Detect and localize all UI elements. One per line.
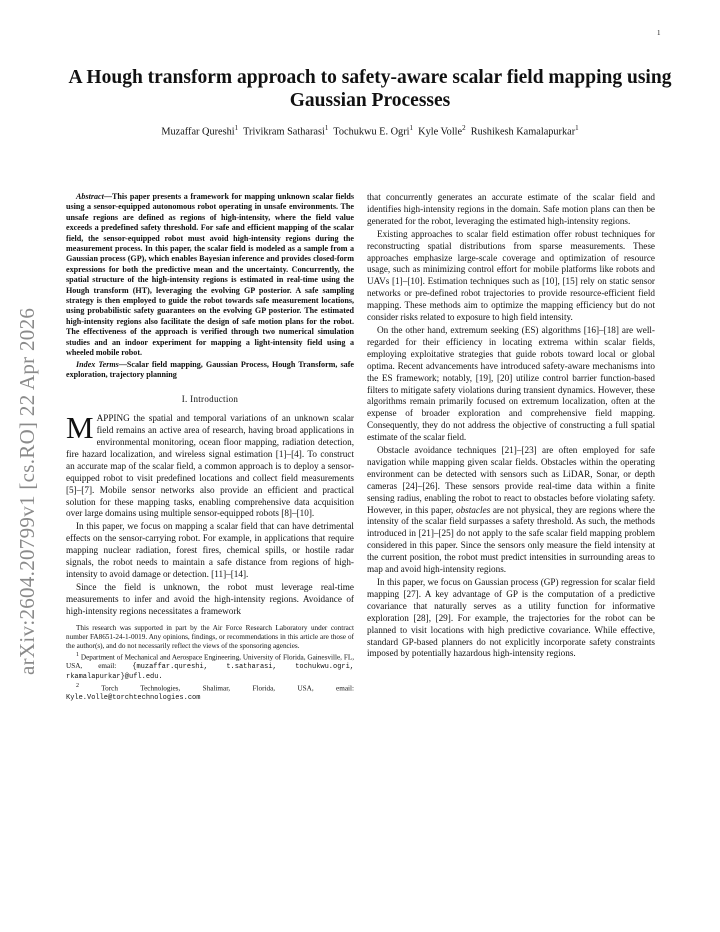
- body-paragraph: In this paper, we focus on Gaussian process (GP) regression for scalar field mapping [27]. A key advantage of GP is the computation of a predictive covariance that naturally serves as a utility function for informative exploration [28], [29]. For example, the trajectories for the robot can be planned to visit locations with high predictive covariance. While effective, standard GP-based planners do not explicitly incorporate safety constraints imposed by potentially hazardous high-intensity regions.: [367, 577, 655, 659]
- section-heading: I. Introduction: [181, 394, 239, 405]
- intro-lead-word: APPING: [96, 413, 130, 424]
- index-terms-text: —Scalar field mapping, Gaussian Process, Hough Transform, safe exploration, trajectory planning: [66, 359, 355, 379]
- body-text: Obstacle avoidance techniques [21]–[23] are often employed for safe navigation while mapping given scalar fields. Obstacles within the operating environment can be detected with sensors such as LiDAR, Sonar, or depth cameras [24]–[26]. These sensors provide real-time data within a finite sensing radius, enabling the robot to react to obstacles before violating safety. However, in this paper,: [367, 445, 655, 515]
- page-number: 1: [657, 29, 661, 37]
- footnote-affiliation-2: $^2$ Torch Technologies, Shalimar, Florida, USA, email: Kyle.Volle@torchtechnologies.com: [66, 683, 354, 703]
- footnotes: [66, 624, 354, 704]
- footnote-funding: This research was supported in part by the Air Force Research Laboratory under contract number FA8651-24-1-0019. Any opinions, findings, or recommendations in this article are those of the author(s), and do not necessarily reflect the views of the sponsoring agencies.: [66, 623, 354, 650]
- footnote-email: Kyle.Volle@torchtechnologies.com: [66, 694, 201, 703]
- author-name: Muzaffar Qureshi: [161, 126, 235, 138]
- footnote-affiliation-2-text: Torch Technologies, Shalimar, Florida, USA, email:: [101, 684, 354, 693]
- author-list: [60, 124, 680, 137]
- author-affiliation-mark: 2: [462, 124, 466, 132]
- drop-cap: M: [66, 410, 94, 446]
- intro-text: the spatial and temporal variations of an unknown scalar field remains an active area of research, having broad applications in environmental monitoring, ocean floor mapping, radiation detection, fire hazard localization, and wireless signal estimation [1]–[4]. To construct an accurate map of the scalar field, a common approach is to deploy a sensor-equipped robot to visit predefined locations and collect field measurements [5]–[7]. Mobile sensor networks also provide an efficient and practical solution for these mapping tasks, enabling comprehensive data acquisition over large domains using multiple sensor-equipped robots [8]–[10].: [66, 413, 354, 519]
- author-affiliation-mark: 1: [324, 124, 329, 132]
- right-column: [367, 192, 655, 661]
- intro-paragraph: Since the field is unknown, the robot must leverage real-time measurements to infer and avoid the high-intensity regions. Avoidance of high-intensity regions necessitates a framework: [66, 581, 354, 616]
- abstract: [66, 192, 354, 359]
- intro-paragraph: [66, 410, 354, 520]
- emphasis-text: obstacles: [455, 504, 491, 515]
- author-affiliation-mark: 1: [575, 124, 579, 132]
- author-name: Rushikesh Kamalapurkar: [470, 126, 576, 138]
- footnote-affiliation-1: $^1$ Department of Mechanical and Aerospace Engineering, University of Florida, Gainesville, FL, USA, email: {muzaffar.qureshi, t.satharasi, tochukwu.ogri, rkamalapurkar}@ufl.edu.: [66, 651, 355, 682]
- author-affiliation-mark: 1: [409, 124, 413, 132]
- left-column: [66, 192, 354, 703]
- author-affiliation-mark: 1: [234, 124, 239, 132]
- abstract-text: —This paper presents a framework for mapping unknown scalar fields using a sensor-equipped autonomous robot operating in unsafe environments. The unsafe regions are defined as regions of high-intensity, where the field value exceeds a predefined safety threshold. For safe and efficient mapping of the scalar field, the sensor-equipped robot must avoid high-intensity regions during the measurement process. In this paper, the scalar field is modeled as a sample from a Gaussian process (GP), which enables Bayesian inference and provides closed-form expressions for both the predictive mean and the uncertainty. Concurrently, the spatial structure of the high-intensity regions is estimated in real-time using the Hough transform (HT), leveraging the evolving GP posterior. A safe sampling strategy is then employed to guide the robot towards safe measurement locations, using probabilistic safety guarantees on the evolving GP posterior. The estimated high-intensity regions also facilitate the design of safe motion plans for the robot. The effectiveness of the approach is verified through two numerical simulation studies and an indoor experiment for mapping a light-intensity field using a wheeled mobile robot.: [66, 192, 354, 358]
- intro-paragraph: In this paper, we focus on mapping a scalar field that can have detrimental effects on the sensor-carrying robot. For example, in applications that require mapping nuclear radiation, forest fires, chemical spills, or hostile radar signals, the robot needs to maintain a safe distance from regions of high-intensity to avoid damage or detection. [11]–[14].: [66, 521, 354, 579]
- footnote-emails: {muzaffar.qureshi, t.satharasi, tochukwu.ogri, rkamalapurkar}@ufl.edu.: [66, 663, 355, 682]
- index-terms: [66, 360, 354, 381]
- arxiv-stamp: arXiv:2604.20799v1 [cs.RO] 22 Apr 2026: [15, 307, 39, 675]
- paper-title: A Hough transform approach to safety-aware scalar field mapping using Gaussian Processes: [68, 67, 672, 111]
- body-paragraph: On the other hand, extremum seeking (ES) algorithms [16]–[18] are well-regarded for their efficiency in locating extrema within scalar fields, employing exploitative strategies that guide robots toward local or global optima. Recent advancements have introduced safety-aware mechanisms into the ES framework; notably, [19], [20] utilize control barrier function-based filters to mitigate safety violations during transient dynamics. However, these algorithms remain primarily focused on extremum localization, often at the expense of broader exploration and comprehensive field mapping. Consequently, they do not address the objective of constructing a full spatial estimate of the scalar field.: [367, 324, 655, 443]
- footnote-affiliation-1-text: Department of Mechanical and Aerospace Engineering, University of Florida, Gainesville, FL, USA, email:: [66, 653, 355, 671]
- body-paragraph: that concurrently generates an accurate estimate of the scalar field and identifies high-intensity regions in the domain. Safe motion plans can then be generated for the robot, leveraging the estimated high-intensity regions.: [367, 192, 655, 226]
- abstract-label: Abstract: [76, 192, 104, 201]
- body-paragraph: [367, 445, 655, 576]
- author-name: Tochukwu E. Ogri: [333, 126, 410, 138]
- index-terms-label: Index Terms: [76, 359, 119, 369]
- author-name: Kyle Volle: [418, 126, 463, 138]
- body-text: are not physical, they are regions where the intensity of the scalar field surpasses a safety threshold. As such, the methods introduced in [21]–[25] do not apply to the safe scalar field mapping problem considered in this paper. Since the sensors only measure the field intensity at the current position, the robot must predict intensities in surrounding areas to map and avoid high-intensity regions.: [367, 504, 655, 575]
- author-name: Trivikram Satharasi: [243, 126, 325, 138]
- body-paragraph: Existing approaches to scalar field estimation offer robust techniques for reconstructing spatial distributions from sparse measurements. These approaches emphasize large-scale coverage and optimization of resource usage, such as minimizing control effort for mobile platforms like robots and UAVs [1]–[10]. Estimation techniques such as [10], [15] rely on static sensor networks or pre-defined robot trajectories to provide resource-efficient field mapping. These methods aim to optimize the mapping efficiency but do not consider risks related to exposure to high field intensity.: [367, 228, 655, 323]
